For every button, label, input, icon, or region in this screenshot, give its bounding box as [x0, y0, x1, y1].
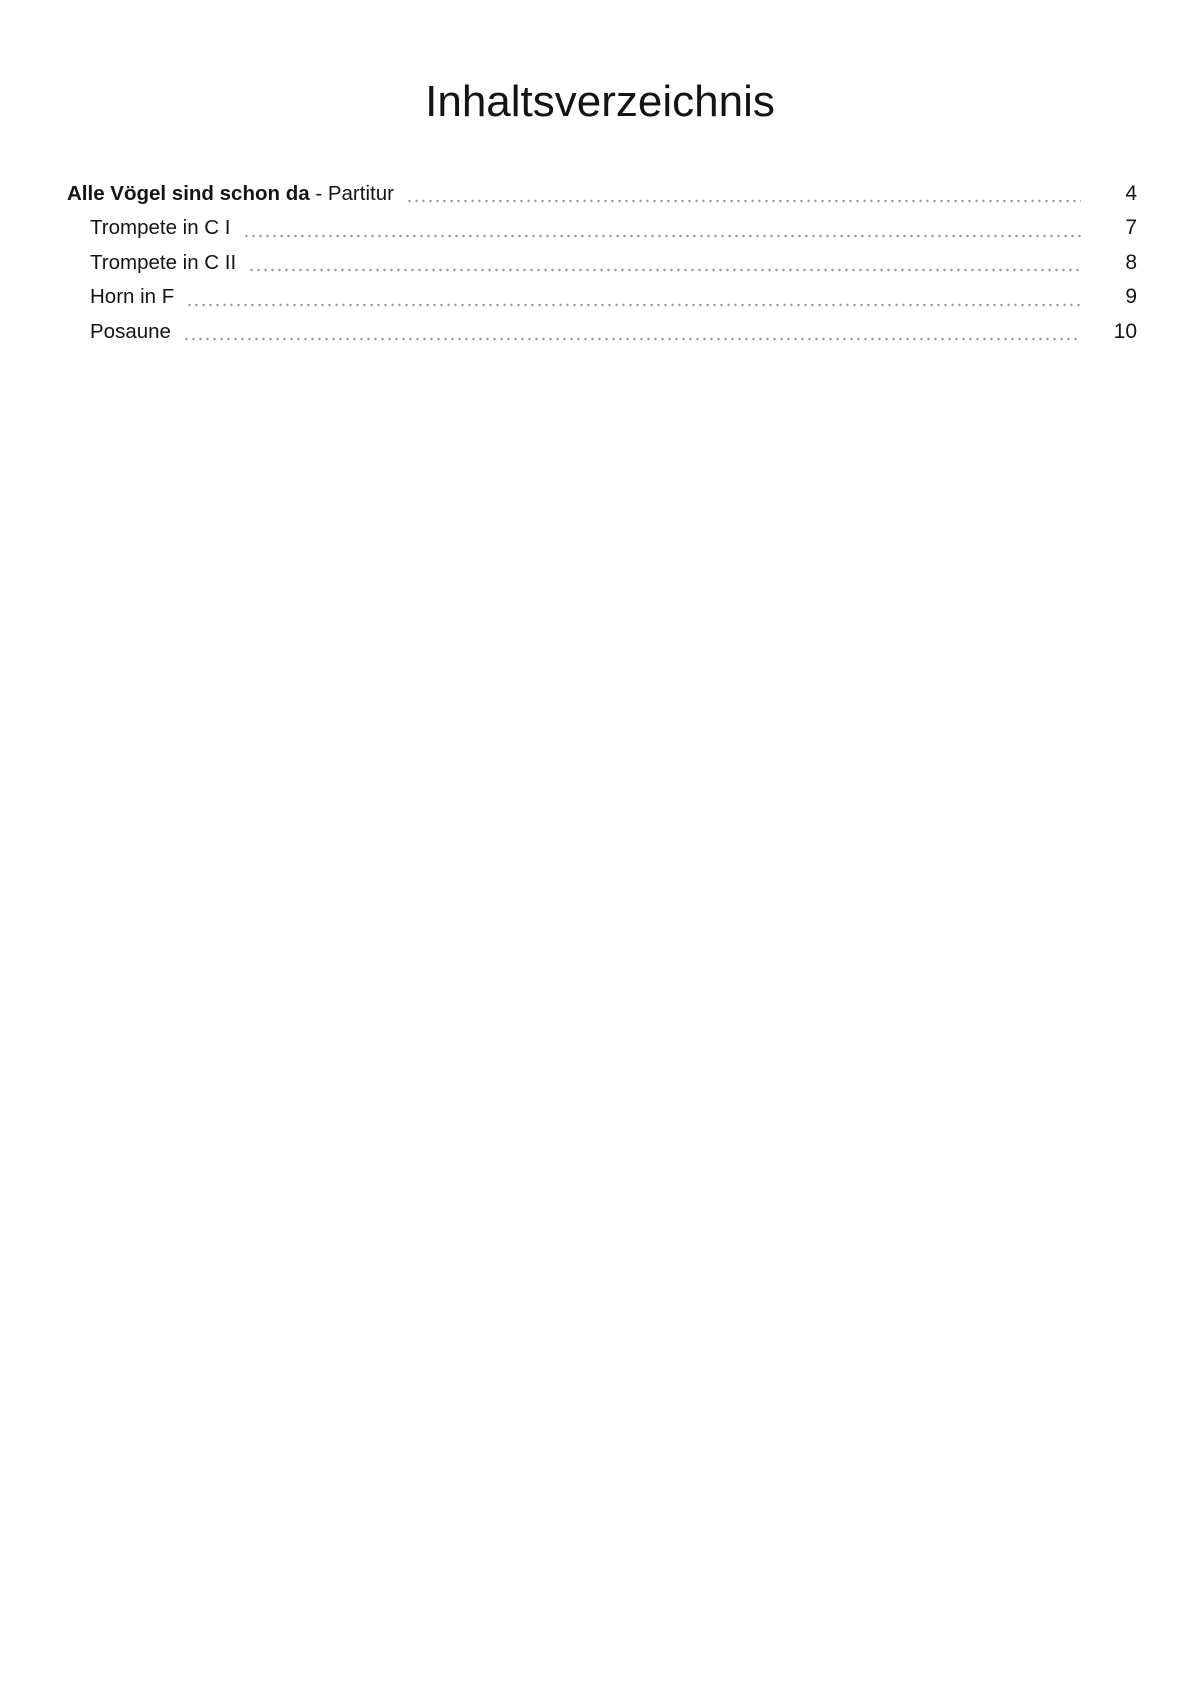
- toc-entry[interactable]: [67, 246, 1137, 280]
- dot-leader: [406, 199, 1081, 203]
- toc-entry-label: [67, 315, 171, 349]
- dot-leader: [243, 234, 1081, 238]
- toc-entry-title: Horn in F: [90, 285, 175, 309]
- toc-page-number: 4: [1125, 182, 1137, 205]
- toc-entry-label: [67, 211, 231, 245]
- dot-leader: [186, 303, 1081, 307]
- toc-entry-title: Trompete in C I: [90, 216, 231, 240]
- toc-entry-title: Trompete in C II: [90, 250, 237, 274]
- toc-entry[interactable]: [67, 211, 1137, 245]
- toc-page-number: 10: [1113, 319, 1137, 343]
- toc-entry-suffix: - Partitur: [309, 182, 394, 205]
- table-of-contents: [67, 177, 1137, 349]
- toc-entry[interactable]: [67, 177, 1137, 211]
- toc-entry-label: [67, 177, 394, 211]
- toc-entry-title: Posaune: [90, 319, 171, 343]
- toc-entry[interactable]: [67, 280, 1137, 314]
- toc-page-number: 9: [1125, 285, 1137, 309]
- dot-leader: [183, 337, 1081, 341]
- toc-page-number: 8: [1125, 250, 1137, 274]
- dot-leader: [248, 268, 1081, 272]
- toc-entry-label: [67, 280, 174, 314]
- page-title: Inhaltsverzeichnis: [425, 77, 775, 126]
- toc-entry-title: Alle Vögel sind schon da: [67, 182, 310, 205]
- toc-entry[interactable]: [67, 315, 1137, 349]
- toc-entry-label: [67, 246, 236, 280]
- toc-page-number: 7: [1125, 216, 1137, 240]
